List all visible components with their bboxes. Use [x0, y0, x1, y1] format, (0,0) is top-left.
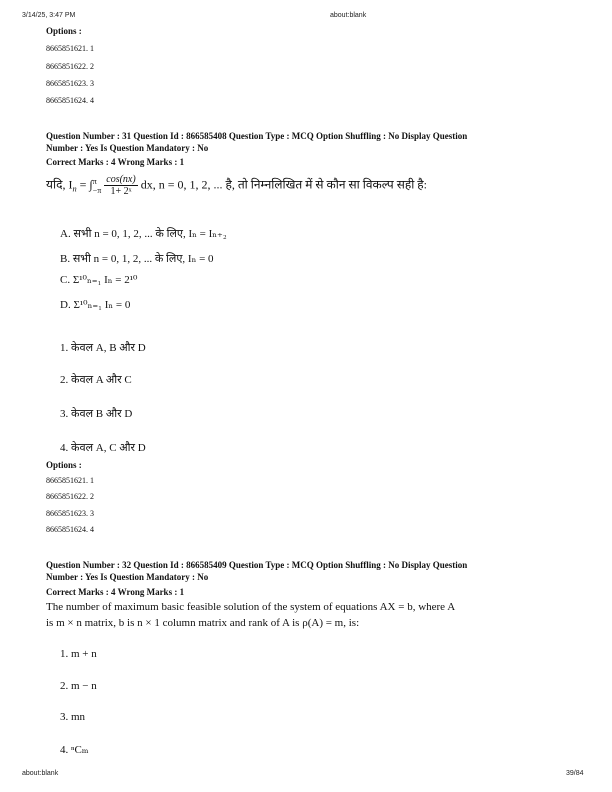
- answer-option: 4. ⁿCₘ: [60, 744, 89, 756]
- question-header-line1: Question Number : 32 Question Id : 866585409 Question Type : MCQ Option Shuffling : No Display Question: [46, 560, 468, 570]
- option-id: 8665851623. 3: [46, 509, 94, 518]
- print-datetime: 3/14/25, 3:47 PM: [22, 12, 76, 19]
- page-number: 39/84: [566, 770, 584, 777]
- question-header-line1: Question Number : 31 Question Id : 866585408 Question Type : MCQ Option Shuffling : No Display Question: [46, 131, 468, 141]
- choice-label: D.: [60, 299, 71, 311]
- fraction-numerator: cos(nx): [106, 174, 136, 185]
- stem-tail: dx, n = 0, 1, 2, ... है, तो निम्नलिखित में से कौन सा विकल्प सही है:: [137, 177, 428, 192]
- question-header-line2: Number : Yes Is Question Mandatory : No: [46, 143, 209, 153]
- print-url: about:blank: [330, 12, 367, 19]
- choice-label: B.: [60, 253, 71, 265]
- answer-option: 1. m + n: [60, 648, 97, 660]
- fraction-denominator: 1+ 2ˣ: [110, 186, 132, 197]
- integral-upper-limit: π: [92, 176, 97, 186]
- integral-lower-limit: −π: [92, 185, 102, 195]
- choice-c: [60, 273, 137, 286]
- answer-option: 2. केवल A और C: [60, 374, 132, 386]
- options-heading: Options :: [46, 26, 82, 36]
- option-id: 8665851623. 3: [46, 79, 94, 88]
- question-stem: यदि, $I_n$ = ∫ π −π $\frac{\cos(nx)}{\text{1+ 2ˣ}}$ dx, n = 0, 1, 2, ... है, तो निम्नलिखित में से कौन सा विकल्प सही है:: [46, 174, 428, 197]
- option-id: 8665851622. 2: [46, 62, 94, 71]
- stem-eq: = ∫: [76, 177, 93, 192]
- choice-b: [60, 251, 214, 266]
- question-stem-line1: The number of maximum basic feasible solution of the system of equations AX = b, where A: [46, 601, 456, 613]
- options-heading: Options :: [46, 460, 82, 470]
- option-id: 8665851622. 2: [46, 492, 94, 501]
- answer-option: 3. केवल B और D: [60, 408, 133, 420]
- question-marks: Correct Marks : 4 Wrong Marks : 1: [46, 157, 185, 167]
- question-marks: Correct Marks : 4 Wrong Marks : 1: [46, 587, 185, 597]
- choice-text: सभी n = 0, 1, 2, ... के लिए, Iₙ = 0: [72, 253, 214, 265]
- choice-a: [60, 226, 227, 241]
- option-id: 8665851624. 4: [46, 525, 94, 534]
- option-id: 8665851621. 1: [46, 44, 94, 53]
- question-header-line2: Number : Yes Is Question Mandatory : No: [46, 572, 209, 582]
- choice-label: A.: [60, 228, 71, 240]
- choice-label: C.: [60, 274, 71, 286]
- answer-option: 4. केवल A, C और D: [60, 442, 146, 454]
- choice-d: [60, 298, 130, 311]
- footer-url: about:blank: [22, 770, 59, 777]
- stem-lead: यदि, I: [46, 177, 73, 192]
- choice-text: सभी n = 0, 1, 2, ... के लिए, Iₙ = Iₙ₊₂: [73, 228, 227, 240]
- answer-option: 2. m − n: [60, 680, 97, 692]
- question-stem-line2: is m × n matrix, b is n × 1 column matrix and rank of A is ρ(A) = m, is:: [46, 617, 360, 629]
- choice-text: Σ¹⁰ₙ₌₁ Iₙ = 2¹⁰: [72, 274, 138, 286]
- option-id: 8665851621. 1: [46, 476, 94, 485]
- answer-option: 1. केवल A, B और D: [60, 342, 146, 354]
- choice-text: Σ¹⁰ₙ₌₁ Iₙ = 0: [73, 299, 131, 311]
- answer-option: 3. mn: [60, 711, 86, 723]
- integrand-fraction: [104, 174, 137, 197]
- option-id: 8665851624. 4: [46, 96, 94, 105]
